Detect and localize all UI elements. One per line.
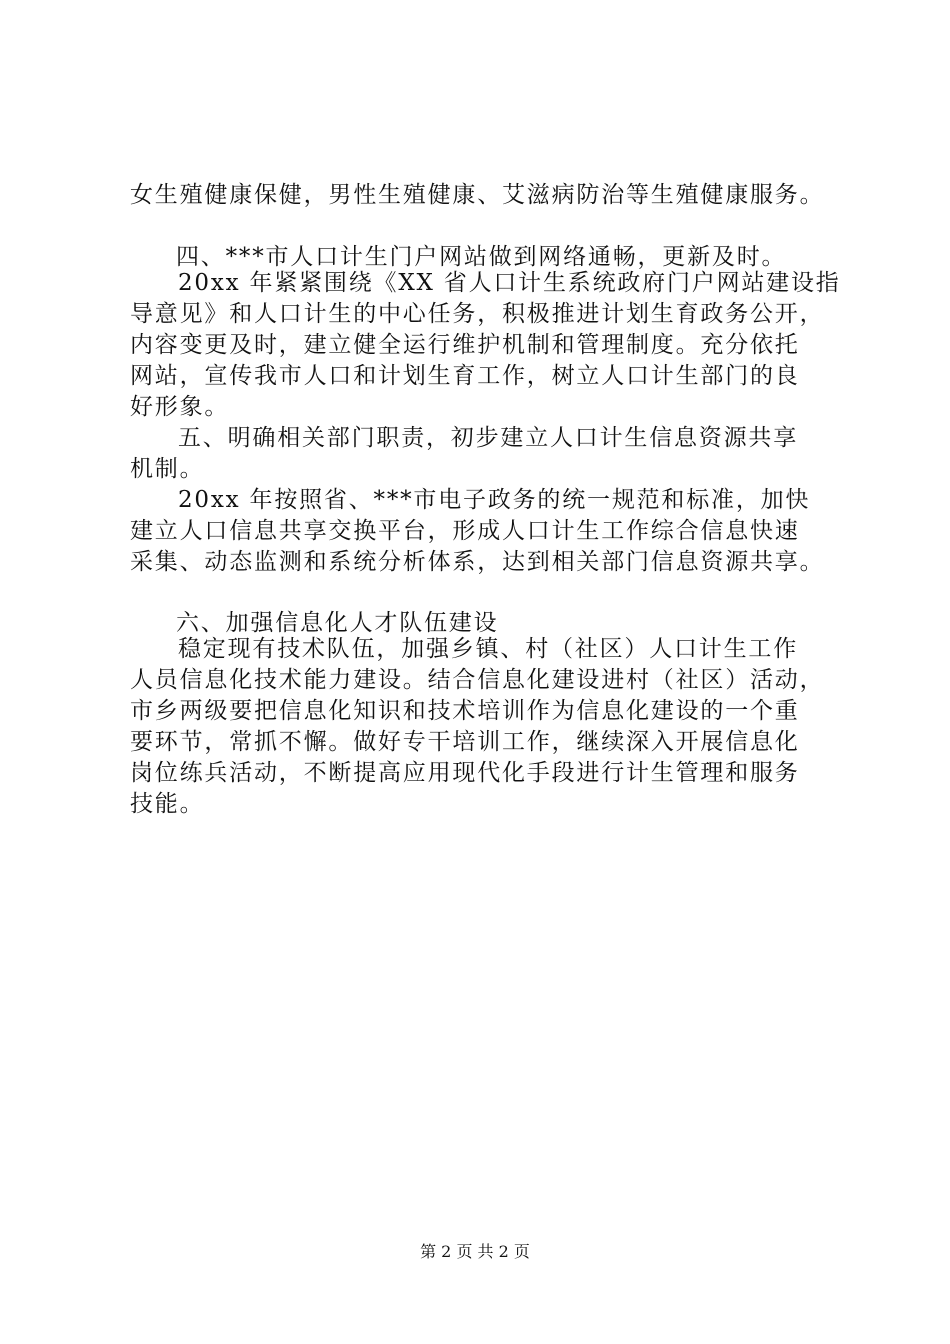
section-heading: 五、明确相关部门职责，初步建立人口计生信息资源共享 [178,425,798,451]
section-heading: 四、***市人口计生门户网站做到网络通畅，更新及时。 [176,244,787,270]
text-line: 内容变更及时，建立健全运行维护机制和管理制度。充分依托 [130,332,800,358]
text-line: 人员信息化技术能力建设。结合信息化建设进村（社区）活动， [130,667,825,693]
text-line: 好形象。 [130,394,230,420]
text-line: 20xx 年紧紧围绕《XX 省人口计生系统政府门户网站建设指 [178,270,841,296]
text-line: 技能。 [130,791,205,817]
section-heading: 六、加强信息化人才队伍建设 [176,610,499,636]
text-line: 建立人口信息共享交换平台，形成人口计生工作综合信息快速 [130,518,800,544]
text-line: 岗位练兵活动，不断提高应用现代化手段进行计生管理和服务 [130,760,800,786]
text-line: 要环节，常抓不懈。做好专干培训工作，继续深入开展信息化 [130,729,800,755]
text-line: 稳定现有技术队伍，加强乡镇、村（社区）人口计生工作 [178,636,798,662]
text-line: 20xx 年按照省、***市电子政务的统一规范和标准，加快 [178,487,811,513]
text-line: 女生殖健康保健，男性生殖健康、艾滋病防治等生殖健康服务。 [130,182,825,208]
text-line: 网站，宣传我市人口和计划生育工作，树立人口计生部门的良 [130,363,800,389]
page-number-footer: 第 2 页 共 2 页 [420,1242,530,1261]
text-line: 导意见》和人口计生的中心任务，积极推进计划生育政务公开， [130,301,825,327]
text-line: 采集、动态监测和系统分析体系，达到相关部门信息资源共享。 [130,549,825,575]
text-line: 市乡两级要把信息化知识和技术培训作为信息化建设的一个重 [130,698,800,724]
text-line: 机制。 [130,456,205,482]
